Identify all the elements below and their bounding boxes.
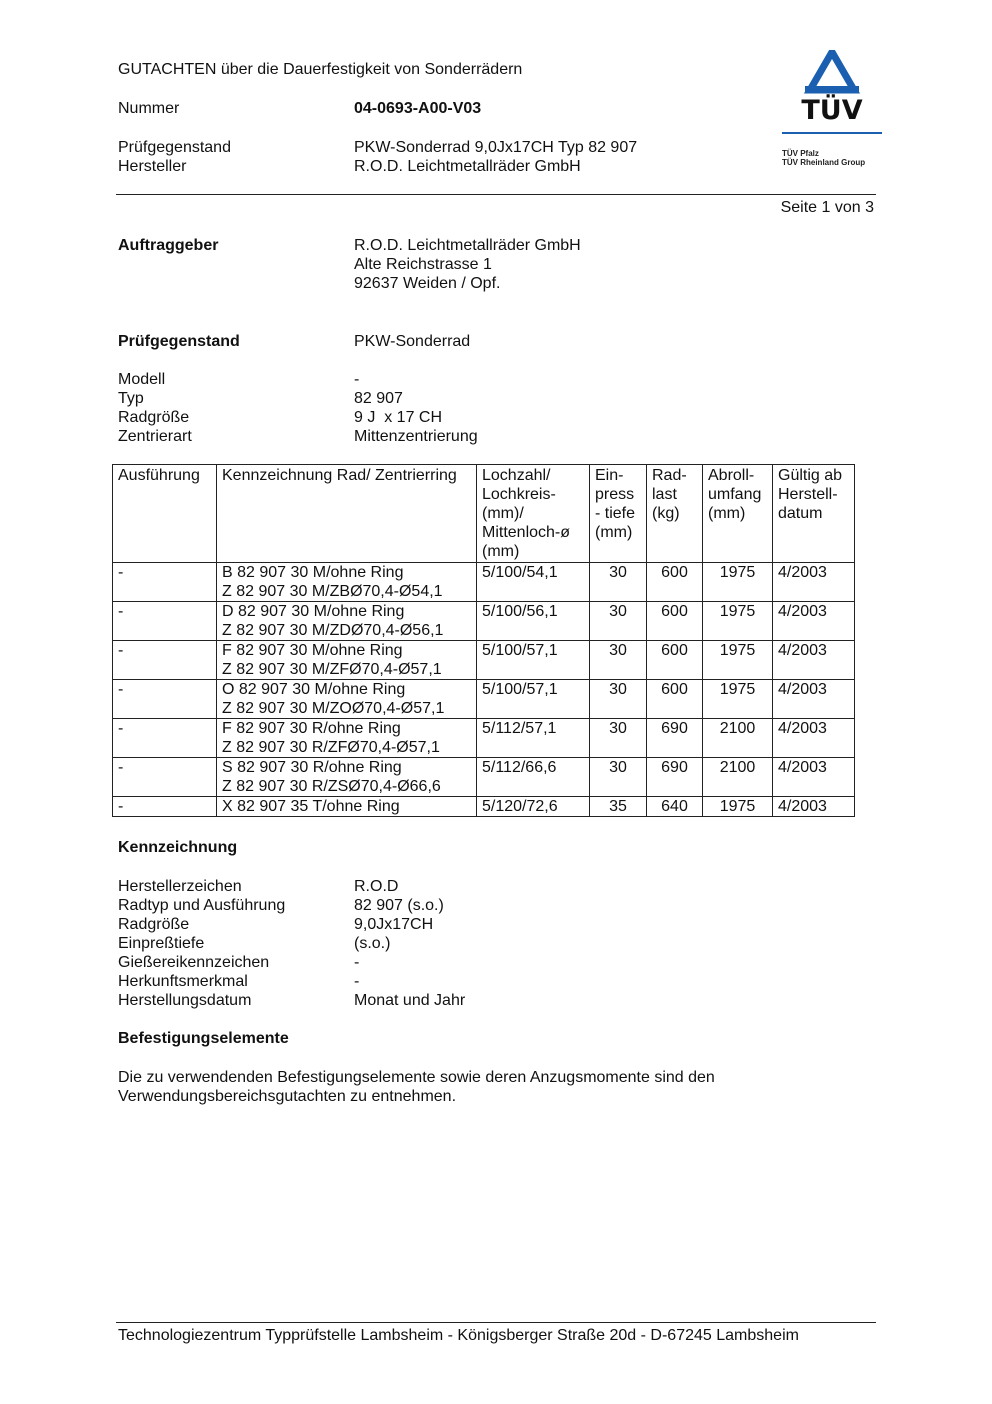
logo-subtitle-group: TÜV Rheinland Group	[782, 158, 866, 167]
cell-einpresstiefe: 30	[590, 719, 647, 758]
table-row	[113, 680, 855, 719]
cell-einpresstiefe: 35	[590, 797, 647, 817]
detail-value: Mittenzentrierung	[354, 428, 478, 445]
pruefgegenstand-header-label: Prüfgegenstand	[118, 139, 231, 156]
cell-lochzahl: 5/100/57,1	[477, 680, 590, 719]
cell-abrollumfang: 1975	[703, 602, 773, 641]
pruefgegenstand-label: Prüfgegenstand	[118, 333, 240, 350]
detail-row	[118, 427, 718, 446]
detail-row	[118, 408, 718, 427]
kennz-row	[118, 877, 718, 896]
kennz-value: 9,0Jx17CH	[354, 916, 434, 933]
cell-abrollumfang: 2100	[703, 758, 773, 797]
page-number: Seite 1 von 3	[780, 199, 874, 216]
kennz-value: Monat und Jahr	[354, 992, 466, 1009]
detail-value: 9 J x 17 CH	[354, 409, 443, 426]
cell-ausfuehrung: -	[113, 563, 217, 602]
footer-divider	[116, 1322, 876, 1323]
col-header-lochzahl: Lochzahl/ Lochkreis- (mm)/ Mittenloch-ø (mm)	[477, 465, 590, 563]
cell-datum: 4/2003	[773, 719, 855, 758]
kennzeichnung-details	[118, 877, 718, 1010]
cell-ausfuehrung: -	[113, 641, 217, 680]
pruefgegenstand-header-value: PKW-Sonderrad 9,0Jx17CH Typ 82 907	[354, 139, 638, 156]
auftraggeber-line: R.O.D. Leichtmetallräder GmbH	[354, 237, 581, 254]
table-row	[113, 797, 855, 817]
hersteller-label: Hersteller	[118, 158, 187, 175]
col-header-kennzeichnung: Kennzeichnung Rad/ Zentrierring	[217, 465, 477, 563]
cell-einpresstiefe: 30	[590, 641, 647, 680]
pruefgegenstand-value: PKW-Sonderrad	[354, 333, 471, 350]
kennz-row	[118, 896, 718, 915]
cell-einpresstiefe: 30	[590, 758, 647, 797]
cell-ausfuehrung: -	[113, 719, 217, 758]
logo-subtitle-pfalz: TÜV Pfalz	[782, 149, 819, 158]
detail-value: 82 907	[354, 390, 403, 407]
wheel-spec-table	[112, 464, 855, 817]
kennzeichnung-label: Kennzeichnung	[118, 839, 238, 856]
cell-radlast: 690	[647, 758, 703, 797]
cell-lochzahl: 5/112/57,1	[477, 719, 590, 758]
kennz-value: 82 907 (s.o.)	[354, 897, 444, 914]
cell-ausfuehrung: -	[113, 602, 217, 641]
kennz-key: Herstellungsdatum	[118, 992, 252, 1009]
table-header-row	[113, 465, 855, 563]
auftraggeber-line: 92637 Weiden / Opf.	[354, 275, 501, 292]
table-row	[113, 758, 855, 797]
hersteller-value: R.O.D. Leichtmetallräder GmbH	[354, 158, 581, 175]
cell-datum: 4/2003	[773, 680, 855, 719]
cell-kennzeichnung: O 82 907 30 M/ohne Ring Z 82 907 30 M/ZOØ70,4-Ø57,1	[217, 680, 477, 719]
detail-key: Radgröße	[118, 409, 190, 426]
kennz-row	[118, 915, 718, 934]
detail-row	[118, 370, 718, 389]
nummer-value: 04-0693-A00-V03	[354, 100, 482, 117]
auftraggeber-address	[354, 236, 581, 293]
kennz-row	[118, 991, 718, 1010]
footer-address: Technologiezentrum Typprüfstelle Lambsheim - Königsberger Straße 20d - D-67245 Lambsheim	[118, 1327, 799, 1344]
cell-lochzahl: 5/100/56,1	[477, 602, 590, 641]
cell-kennzeichnung: X 82 907 35 T/ohne Ring	[217, 797, 477, 817]
kennz-row	[118, 953, 718, 972]
detail-key: Modell	[118, 371, 166, 388]
cell-kennzeichnung: F 82 907 30 M/ohne Ring Z 82 907 30 M/ZFØ70,4-Ø57,1	[217, 641, 477, 680]
detail-key: Typ	[118, 390, 144, 407]
kennz-row	[118, 972, 718, 991]
cell-radlast: 600	[647, 602, 703, 641]
cell-radlast: 600	[647, 641, 703, 680]
cell-abrollumfang: 1975	[703, 641, 773, 680]
cell-ausfuehrung: -	[113, 758, 217, 797]
table-row	[113, 563, 855, 602]
cell-ausfuehrung: -	[113, 680, 217, 719]
document-title: GUTACHTEN über die Dauerfestigkeit von Sonderrädern	[118, 61, 523, 78]
col-header-radlast: Rad- last (kg)	[647, 465, 703, 563]
kennz-value: -	[354, 954, 360, 971]
cell-datum: 4/2003	[773, 563, 855, 602]
table-row	[113, 602, 855, 641]
cell-lochzahl: 5/100/57,1	[477, 641, 590, 680]
kennz-value: R.O.D	[354, 878, 399, 895]
detail-row	[118, 389, 718, 408]
table-row	[113, 641, 855, 680]
cell-datum: 4/2003	[773, 797, 855, 817]
cell-radlast: 690	[647, 719, 703, 758]
cell-einpresstiefe: 30	[590, 602, 647, 641]
detail-key: Zentrierart	[118, 428, 192, 445]
kennz-key: Herkunftsmerkmal	[118, 973, 248, 990]
cell-radlast: 600	[647, 680, 703, 719]
cell-kennzeichnung: D 82 907 30 M/ohne Ring Z 82 907 30 M/ZDØ70,4-Ø56,1	[217, 602, 477, 641]
cell-abrollumfang: 1975	[703, 680, 773, 719]
tuev-logo	[780, 50, 884, 175]
col-header-abrollumfang: Abroll- umfang (mm)	[703, 465, 773, 563]
col-header-einpresstiefe: Ein- press - tiefe (mm)	[590, 465, 647, 563]
cell-kennzeichnung: F 82 907 30 R/ohne Ring Z 82 907 30 R/ZFØ70,4-Ø57,1	[217, 719, 477, 758]
cell-datum: 4/2003	[773, 758, 855, 797]
cell-lochzahl: 5/120/72,6	[477, 797, 590, 817]
befestigung-text	[118, 1068, 858, 1106]
kennz-value: -	[354, 973, 360, 990]
cell-kennzeichnung: B 82 907 30 M/ohne Ring Z 82 907 30 M/ZBØ70,4-Ø54,1	[217, 563, 477, 602]
befestigung-line: Die zu verwendenden Befestigungselemente sowie deren Anzugsmomente sind den	[118, 1069, 715, 1086]
cell-datum: 4/2003	[773, 602, 855, 641]
kennz-value: (s.o.)	[354, 935, 391, 952]
cell-abrollumfang: 2100	[703, 719, 773, 758]
nummer-label: Nummer	[118, 100, 180, 117]
befestigung-label: Befestigungselemente	[118, 1030, 289, 1047]
kennz-key: Gießereikennzeichen	[118, 954, 270, 971]
cell-radlast: 600	[647, 563, 703, 602]
auftraggeber-line: Alte Reichstrasse 1	[354, 256, 492, 273]
kennz-key: Radtyp und Ausführung	[118, 897, 286, 914]
befestigung-line: Verwendungsbereichsgutachten zu entnehmen.	[118, 1088, 457, 1105]
cell-kennzeichnung: S 82 907 30 R/ohne Ring Z 82 907 30 R/ZSØ70,4-Ø66,6	[217, 758, 477, 797]
kennz-key: Radgröße	[118, 916, 190, 933]
cell-ausfuehrung: -	[113, 797, 217, 817]
col-header-gueltig: Gültig ab Herstell- datum	[773, 465, 855, 563]
detail-value: -	[354, 371, 360, 388]
kennz-key: Herstellerzeichen	[118, 878, 242, 895]
cell-radlast: 640	[647, 797, 703, 817]
logo-divider	[782, 132, 882, 134]
pruefgegenstand-details	[118, 370, 718, 446]
col-header-ausfuehrung: Ausführung	[113, 465, 217, 563]
cell-abrollumfang: 1975	[703, 797, 773, 817]
cell-einpresstiefe: 30	[590, 563, 647, 602]
cell-lochzahl: 5/100/54,1	[477, 563, 590, 602]
cell-lochzahl: 5/112/66,6	[477, 758, 590, 797]
header-divider	[116, 194, 876, 195]
kennz-row	[118, 934, 718, 953]
kennz-key: Einpreßtiefe	[118, 935, 205, 952]
cell-abrollumfang: 1975	[703, 563, 773, 602]
auftraggeber-label: Auftraggeber	[118, 237, 219, 254]
cell-einpresstiefe: 30	[590, 680, 647, 719]
cell-datum: 4/2003	[773, 641, 855, 680]
table-row	[113, 719, 855, 758]
tuev-logo-text: TÜV	[801, 95, 863, 126]
